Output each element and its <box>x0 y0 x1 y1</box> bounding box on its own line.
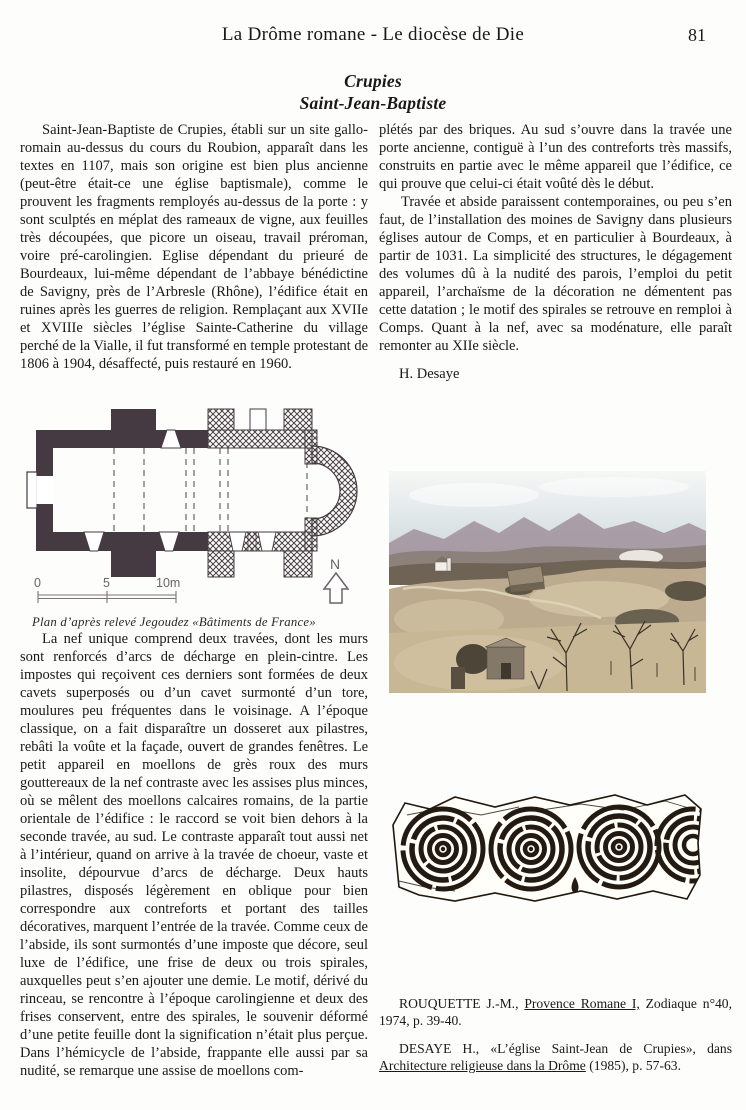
floor-plan-figure <box>24 399 368 630</box>
two-column-layout <box>0 121 746 1085</box>
reference-author: DESAYE H., «L’église Saint-Jean de Crupies», dans <box>399 1041 732 1056</box>
spiral-frieze-drawing <box>385 783 707 923</box>
nave-walls <box>36 409 208 577</box>
running-header <box>0 24 746 48</box>
north-label: N <box>330 556 341 572</box>
reference-title: Architecture religieuse dans la Drôme <box>379 1058 586 1073</box>
nave-description-paragraph: La nef unique comprend deux travées, dont les murs sont renforcés d’arcs de décharge en plein-cintre. Les impostes qui reçoivent ces derniers sont formées de deux cavets superposés ou d’un cavet surmonté d’un tore, moulures peu fréquentes dans le voisinage. A l’époque classique, on a fait disparaître un dosseret aux pilastres, rebâti la voûte et la façade, ouvert de grandes fenêtres. Le petit appareil en moellons de grès roux des murs gouttereaux de la nef contraste avec les assises plus minces, où se mêlent des moellons calcaires romains, de la partie orientale de l’édifice : le raccord se voit bien dehors à la seconde travée, au sud. Le contraste apparaît tout aussi net à l’intérieur, quand on arrive à la travée de choeur, vaste et insolite, dépourvue d’arcs de décharge. Deux hauts pilastres, disposés légèrement en oblique pour bien correspondre aux contreforts et portant des tailles décoratives, marquent l’entrée de la travée. Comme ceux de l’abside, ils sont surmontés d’une imposte que décore, seul luxe de l’édifice, une frise de deux ou trois spirales, auxquelles peut s’en ajouter une demie. Le motif, dérivé du rinceau, se rencontre à l’époque carolingienne et deux des frises conservent, entre des spirales, le souvenir déformé d’une petite feuille dont la signification n’était plus perçue. Dans l’hémicycle de l’abside, frappante elle aussi par sa nudité, se remarque une assise de moellons com- <box>20 631 368 1079</box>
reference-author: ROUQUETTE J.-M., <box>399 996 525 1011</box>
scale-label-5: 5 <box>103 576 110 590</box>
reference-detail: (1985), p. 57-63. <box>585 1058 681 1073</box>
chapter-church: Saint-Jean-Baptiste <box>299 93 447 113</box>
scale-label-0: 0 <box>34 576 41 590</box>
north-buttress-outline <box>250 409 266 430</box>
author-signature: H. Desaye <box>399 366 460 382</box>
right-column <box>379 121 732 1085</box>
apse <box>312 446 357 536</box>
spiral-half <box>657 809 707 881</box>
farm-building <box>485 638 526 679</box>
cloud <box>539 477 689 497</box>
bay-dashed-lines <box>114 448 307 532</box>
choir-pier <box>248 532 256 551</box>
scale-bar <box>38 591 176 603</box>
reference-detail: Zodiaque n°40, 1974, p. 39-40. <box>379 996 732 1028</box>
intro-paragraph: Saint-Jean-Baptiste de Crupies, établi sur un site gallo-romain au-dessus du cours du Roubion, apparaît dans les textes en 1107, mais son origine est bien plus ancienne (peut-être était-ce une église baptismale), comme le prouvent les fragments remployés au-dessus de la porte : y sont sculptés en méplat des rameaux de vigne, aux feuilles très découpées, que picore un oiseau, travail préroman, voire pré-carolingien. Eglise dépendant du prieuré de Bourdeaux, lui-même dépendant de l’abbaye bénédictine de Savigny, près de l’Arbresle (Rhône), l’édifice était en ruines après les guerres de religion. Remplaçant aux XVIIe et XVIIIe siècles l’église Sainte-Catherine du village perché de la Vialle, il fut transformé en temple protestant de 1806 à 1904, désaffecté, puis restauré en 1960. <box>20 122 368 372</box>
west-door <box>27 472 37 508</box>
landscape-photo <box>389 471 706 693</box>
chapter-place: Crupies <box>344 71 402 91</box>
reference-title: Provence Romane I, <box>524 996 640 1011</box>
bibliography <box>379 995 732 1074</box>
cloud <box>409 483 539 507</box>
dark-wall <box>451 667 465 689</box>
continuation-paragraph: plétés par des briques. Au sud s’ouvre dans la travée une porte ancienne, contiguë à l’un des contreforts très massifs, construits en partie avec le même appareil que l’édifice, ce qui prouve que celui-ci était voûté dès le début. <box>379 122 732 192</box>
reference-desaye <box>379 1040 732 1074</box>
left-column <box>20 121 368 1085</box>
dating-paragraph: Travée et abside paraissent contemporaines, ou peu s’en faut, de l’installation des moines de Savigny dans plusieurs églises autour de Comps, et en particulier à Bourdeaux, à partir de 1031. La simplicité des structures, le dégagement des volumes dû à la nudité des parois, l’emploi du petit appareil, l’archaïsme de la décoration ne démentent pas cette datation ; le motif des spirales se retrouve en remploi à Comps. Quant à la nef, avec sa modénature, elle paraît remonter au XIIe siècle. <box>379 194 732 354</box>
running-header-title: La Drôme romane - Le diocèse de Die <box>221 24 525 45</box>
west-opening <box>37 476 54 504</box>
north-arrow-icon <box>324 556 348 603</box>
scale-label-10m: 10m <box>156 576 181 590</box>
spiral-frieze-figure <box>385 783 707 923</box>
page-number: 81 <box>688 25 706 45</box>
landscape-photo-figure <box>389 471 706 693</box>
plan-caption: Plan d’après relevé Jegoudez «Bâtiments de France» <box>32 615 316 629</box>
church-floor-plan <box>24 399 369 606</box>
choir-walls <box>208 409 317 577</box>
reference-rouquette <box>379 995 732 1029</box>
chapter-heading <box>0 0 746 114</box>
